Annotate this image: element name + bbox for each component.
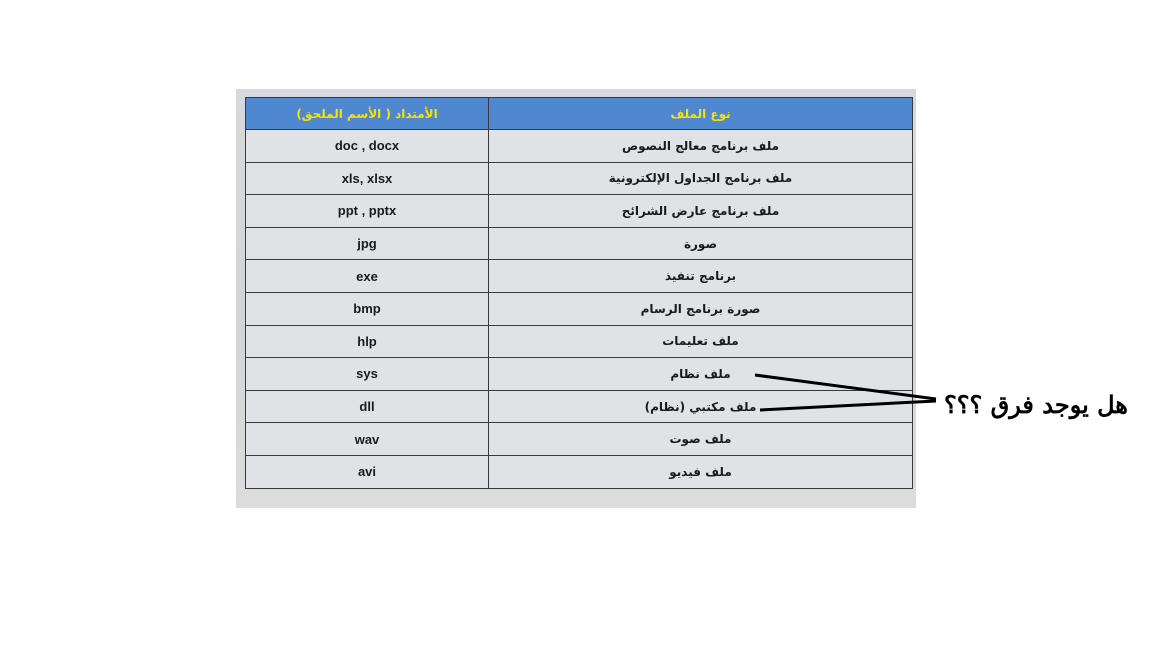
cell-file-type: ملف صوت: [489, 423, 913, 456]
pointer-line-to-sys: [755, 375, 936, 399]
cell-file-type: صورة برنامج الرسام: [489, 292, 913, 325]
cell-extension: avi: [246, 455, 489, 488]
header-extension: الأمتداد ( الأسم الملحق): [246, 98, 489, 130]
cell-extension: sys: [246, 358, 489, 391]
cell-extension: exe: [246, 260, 489, 293]
cell-file-type: ملف مكتبي (نظام): [489, 390, 913, 423]
question-annotation: هل يوجد فرق ؟؟؟: [944, 390, 1128, 419]
cell-extension: wav: [246, 423, 489, 456]
pointer-line-to-dll: [760, 401, 936, 410]
cell-file-type: ملف برنامج معالج النصوص: [489, 130, 913, 163]
header-file-type: نوع الملف: [489, 98, 913, 130]
cell-file-type: ملف برنامج عارض الشرائح: [489, 195, 913, 228]
cell-extension: hlp: [246, 325, 489, 358]
cell-file-type: ملف نظام: [489, 358, 913, 391]
cell-file-type: برنامج تنفيذ: [489, 260, 913, 293]
cell-extension: xls, xlsx: [246, 162, 489, 195]
cell-extension: dll: [246, 390, 489, 423]
cell-file-type: ملف تعليمات: [489, 325, 913, 358]
cell-file-type: ملف برنامج الجداول الإلكترونية: [489, 162, 913, 195]
cell-extension: ppt , pptx: [246, 195, 489, 228]
cell-extension: doc , docx: [246, 130, 489, 163]
cell-file-type: صورة: [489, 227, 913, 260]
cell-extension: bmp: [246, 292, 489, 325]
cell-file-type: ملف فيديو: [489, 455, 913, 488]
cell-extension: jpg: [246, 227, 489, 260]
